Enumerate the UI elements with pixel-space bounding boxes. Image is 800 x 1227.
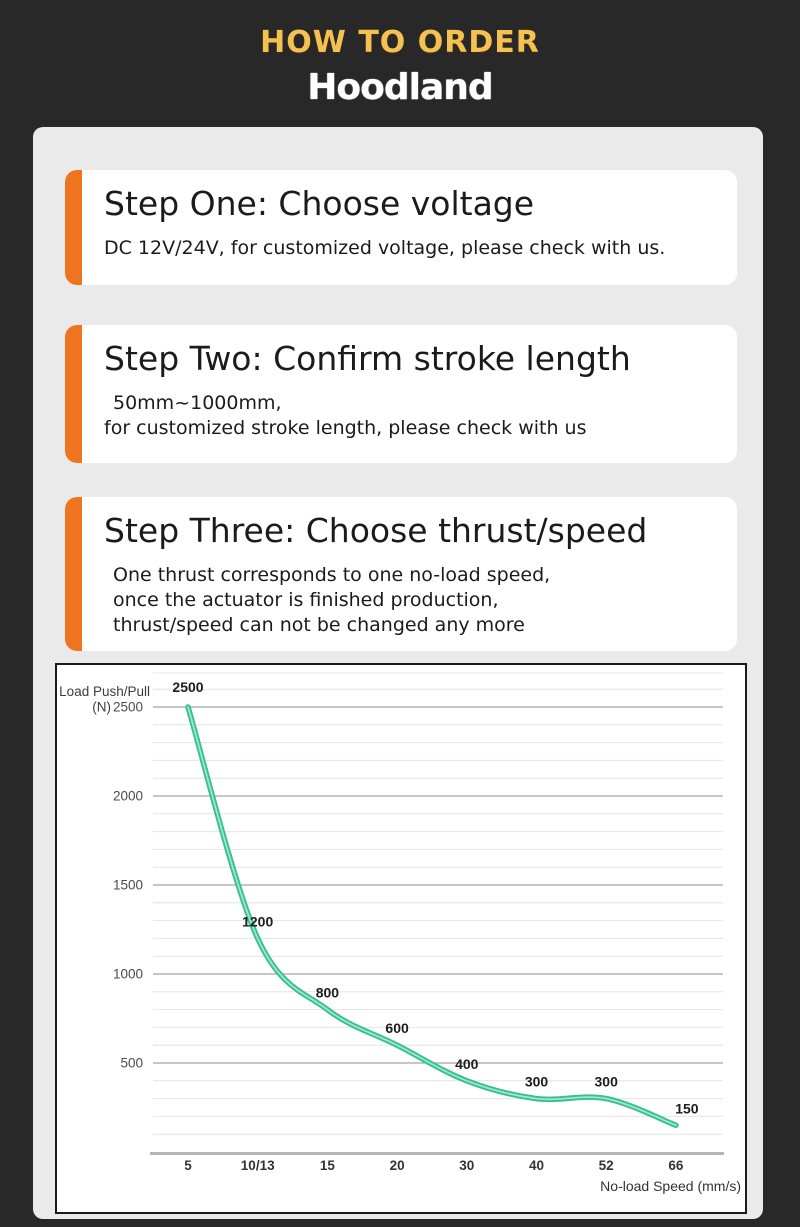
step-three-content [82, 497, 665, 651]
step-two-card [65, 325, 737, 463]
svg-text:10/13: 10/13 [240, 1158, 275, 1173]
step-one-body: DC 12V/24V, for customized voltage, please check with us. [104, 237, 666, 259]
svg-text:(N): (N) [92, 699, 111, 715]
svg-text:150: 150 [675, 1100, 699, 1117]
svg-text:2000: 2000 [112, 788, 143, 804]
svg-text:2500: 2500 [172, 679, 204, 695]
svg-text:66: 66 [668, 1158, 684, 1173]
svg-text:15: 15 [319, 1158, 335, 1173]
svg-text:1000: 1000 [112, 966, 143, 982]
thrust-speed-chart-box [55, 663, 747, 1214]
step-two-content [82, 325, 649, 463]
accent-bar [65, 497, 82, 651]
svg-text:600: 600 [385, 1020, 409, 1037]
svg-text:300: 300 [594, 1073, 618, 1090]
accent-bar [65, 325, 82, 463]
svg-text:5: 5 [184, 1158, 192, 1173]
header [0, 0, 800, 108]
svg-text:20: 20 [389, 1158, 405, 1173]
thrust-speed-chart [57, 665, 745, 1212]
svg-text:No-load Speed (mm/s): No-load Speed (mm/s) [600, 1178, 741, 1194]
svg-text:800: 800 [315, 984, 340, 1001]
svg-text:300: 300 [524, 1073, 549, 1090]
svg-text:40: 40 [528, 1158, 545, 1173]
step-three-body-line-2: once the actuator is finished production, [113, 589, 499, 611]
svg-text:1200: 1200 [242, 913, 274, 930]
step-two-body-line-2: for customized stroke length, please check with us [104, 417, 587, 439]
step-two-heading: Step Two: Confirm stroke length [104, 339, 631, 378]
svg-text:52: 52 [598, 1158, 614, 1173]
svg-text:1500: 1500 [112, 877, 143, 893]
svg-text:30: 30 [459, 1158, 475, 1173]
svg-text:Load Push/Pull: Load Push/Pull [59, 684, 150, 699]
step-one-heading: Step One: Choose voltage [104, 184, 535, 223]
step-three-body-line-1: One thrust corresponds to one no-load speed, [113, 564, 551, 586]
step-three-body-line-3: thrust/speed can not be changed any more [113, 614, 525, 636]
brand-logo: Hoodland [307, 67, 493, 108]
step-three-heading: Step Three: Choose thrust/speed [104, 511, 648, 550]
accent-bar [65, 170, 82, 285]
svg-text:2500: 2500 [112, 699, 143, 715]
step-three-card [65, 497, 737, 651]
page-title: HOW TO ORDER [260, 25, 540, 60]
svg-text:400: 400 [455, 1055, 479, 1072]
svg-text:500: 500 [120, 1055, 143, 1071]
step-two-body-line-1: 50mm~1000mm, [113, 392, 282, 414]
step-one-card [65, 170, 737, 285]
step-one-content [82, 170, 683, 285]
main-panel [33, 127, 763, 1219]
